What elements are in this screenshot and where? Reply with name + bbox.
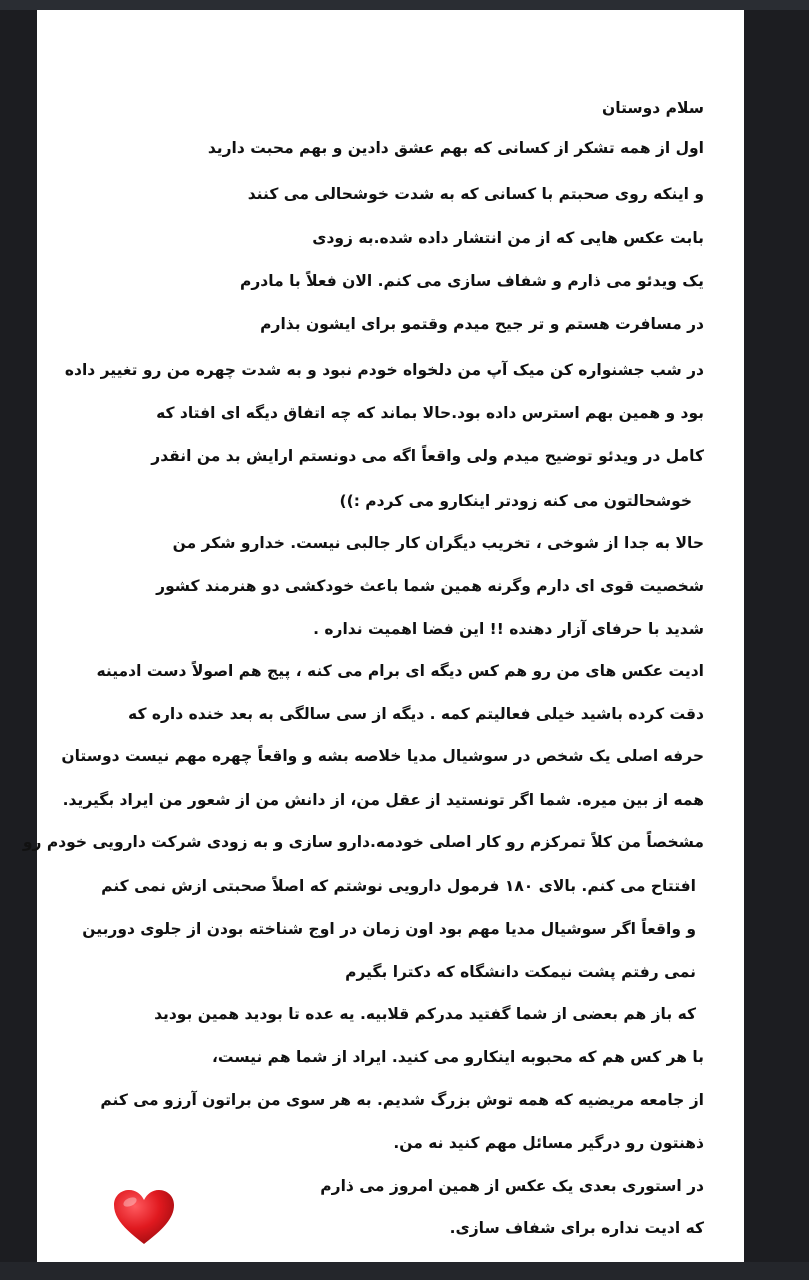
text-line: ذهنتون رو درگیر مسائل مهم کنید نه من. [393, 1134, 704, 1152]
text-line: با هر کس هم که محبوبه اینکارو می کنید. ایراد از شما هم نیست، [212, 1048, 704, 1066]
heart-icon [112, 1188, 176, 1246]
text-line: کامل در ویدئو توضیح میدم ولی واقعاً اگه می دونستم ارایش بد من انقدر [151, 447, 704, 465]
text-line: حالا به جدا از شوخی ، تخریب دیگران کار جالبی نیست. خدارو شکر من [172, 534, 704, 552]
text-line: اول از همه تشکر از کسانی که بهم عشق دادین و بهم محبت دارید [207, 139, 704, 157]
text-line: افتتاح می کنم. بالای ۱۸۰ فرمول دارویی نوشتم که اصلاً صحبتی ازش نمی کنم [101, 877, 696, 895]
document-page [22, 10, 744, 1262]
text-line: ادیت عکس های من رو هم کس دیگه ای برام می کنه ، پیج هم اصولاً دست ادمینه [96, 662, 704, 680]
text-line: و واقعاً اگر سوشیال مدیا مهم بود اون زمان در اوج شناخته بودن از جلوی دوربین [82, 920, 696, 938]
text-line: بود و همین بهم استرس داده بود.حالا بماند که چه اتفاق دیگه ای افتاد که [156, 404, 704, 422]
text-line: که ادیت نداره برای شفاف سازی. [449, 1219, 704, 1237]
text-line: در شب جشنواره کن میک آپ من دلخواه خودم نبود و به شدت چهره من رو تغییر داده [64, 361, 704, 379]
text-line: نمی رفتم پشت نیمکت دانشگاه که دکترا بگیرم [345, 963, 696, 981]
line-greeting: سلام دوستان [602, 99, 704, 117]
text-line: و اینکه روی صحبتم با کسانی که به شدت خوشحالی می کنند [247, 185, 704, 203]
text-line: که باز هم بعضی از شما گفتید مدرکم قلابیه. یه عده تا بودید همین بودید [154, 1005, 696, 1023]
text-line: حرفه اصلی یک شخص در سوشیال مدیا خلاصه بشه و واقعاً چهره مهم نیست دوستان [61, 747, 704, 765]
text-line: دقت کرده باشید خیلی فعالیتم کمه . دیگه از سی سالگی به بعد خنده داره که [128, 705, 704, 723]
text-line: همه از بین میره. شما اگر تونستید از عقل من، از دانش من از شعور من ایراد بگیرید. [62, 791, 704, 809]
text-line: از جامعه مریضیه که همه توش بزرگ شدیم. به هر سوی من براتون آرزو می کنم [100, 1091, 704, 1109]
text-line: خوشحالتون می کنه زودتر اینکارو می کردم :)) [339, 492, 692, 510]
text-line: یک ویدئو می ذارم و شفاف سازی می کنم. الان فعلاً با مادرم [240, 272, 704, 290]
text-line: شدید با حرفای آزار دهنده !! این فضا اهمیت نداره . [313, 620, 704, 638]
bottom-bar [0, 1262, 809, 1280]
text-line: مشخصاً من کلاً تمرکزم رو کار اصلی خودمه.دارو سازی و به زودی شرکت دارویی خودم رو [22, 833, 704, 851]
text-line: شخصیت قوی ای دارم وگرنه همین شما باعث خودکشی دو هنرمند کشور [156, 577, 704, 595]
text-line: در استوری بعدی یک عکس از همین امروز می ذارم [320, 1177, 704, 1195]
top-bar [0, 0, 809, 10]
text-line: در مسافرت هستم و تر جیح میدم وقتمو برای ایشون بذارم [260, 315, 704, 333]
text-line: بابت عکس هایی که از من انتشار داده شده.به زودی [312, 229, 704, 247]
